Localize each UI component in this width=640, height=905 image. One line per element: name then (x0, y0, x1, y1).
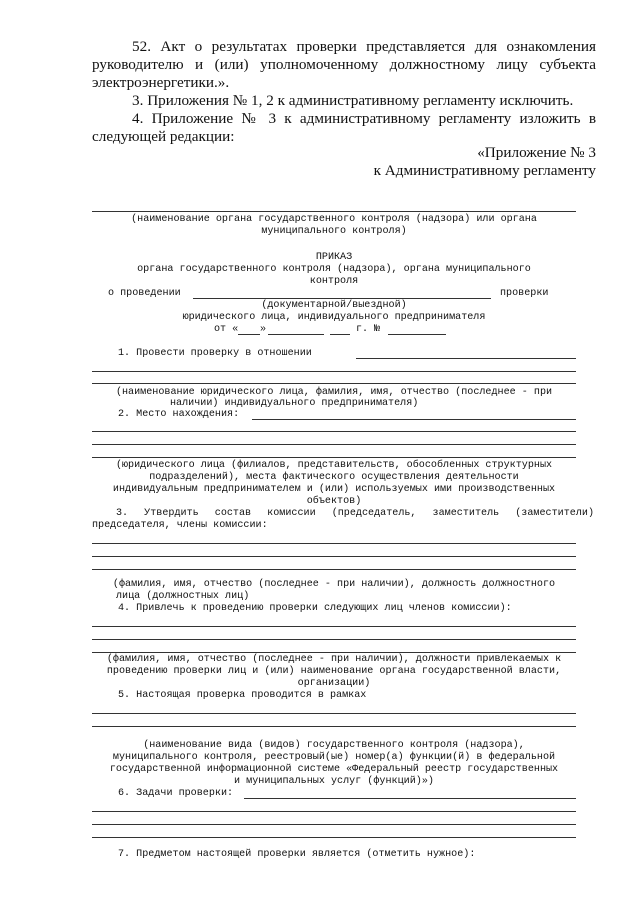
item2-caption-line3: индивидуальным предпринимателем и (или) используемых ими производственных (112, 484, 556, 495)
item1-line2[interactable] (92, 371, 576, 372)
item5-caption-line2: муниципального контроля, реестровый(ые) номер(а) функции(й) в федеральной (112, 752, 556, 763)
item5-caption-line3: государственной информационной системе «Федеральный реестр государственных (109, 764, 559, 775)
item2-field[interactable] (252, 419, 576, 420)
item1-field[interactable] (356, 358, 576, 359)
item5-field-2[interactable] (92, 726, 576, 727)
item1-caption-line2: наличии) индивидуального предпринимателя) (170, 398, 419, 409)
item6-line2[interactable] (92, 811, 576, 812)
item6-line3[interactable] (92, 824, 576, 825)
item5-label: 5. Настоящая проверка проводится в рамках (118, 690, 367, 701)
item4-caption-line1: (фамилия, имя, отчество (последнее - при наличии), должности привлекаемых к (106, 654, 562, 665)
annex-subtitle: к Административному регламенту (373, 162, 596, 179)
item2-caption-line4: объектов) (306, 496, 362, 507)
date-month-field[interactable] (268, 334, 324, 335)
item4-caption-line2: проведению проверки лиц и (или) наименование органа государственной власти, (106, 666, 562, 677)
item4-field-3[interactable] (92, 652, 576, 653)
check-type-caption: (документарной/выездной) (261, 300, 407, 311)
date-from-label: от « (214, 324, 239, 335)
entity-line: юридического лица, индивидуального предпринимателя (182, 312, 486, 323)
item2-line3[interactable] (92, 444, 576, 445)
item3-caption-line2: лица (должностных лиц) (116, 591, 250, 602)
item3-field-2[interactable] (92, 556, 576, 557)
org-caption-line1: (наименование органа государственного контроля (надзора) или органа (131, 214, 537, 225)
order-subtitle-line1: органа государственного контроля (надзора), органа муниципального (137, 264, 531, 275)
item2-label: 2. Место нахождения: (118, 409, 240, 420)
item3-line1: 3. Утвердить состав комиссии (председатель, заместитель (заместители) (116, 508, 594, 519)
date-year-field[interactable] (330, 334, 350, 335)
item6-field[interactable] (244, 798, 576, 799)
item4-field-1[interactable] (92, 626, 576, 627)
item3-caption-line1: (фамилия, имя, отчество (последнее - при наличии), должность должностного (112, 579, 556, 590)
org-caption-line2: муниципального контроля) (261, 226, 407, 237)
item2-caption-line1: (юридического лица (филиалов, представительств, обособленных структурных (115, 460, 553, 471)
item3-field-1[interactable] (92, 543, 576, 544)
item6-label: 6. Задачи проверки: (118, 788, 234, 799)
order-title: ПРИКАЗ (315, 252, 353, 263)
item4-caption-line3: организации) (297, 678, 371, 689)
order-number-field[interactable] (388, 334, 446, 335)
item1-line3[interactable] (92, 383, 576, 384)
date-day-field[interactable] (238, 334, 260, 335)
item6-line4[interactable] (92, 837, 576, 838)
check-type-field[interactable] (193, 298, 491, 299)
item2-caption-line2: подразделений), места фактического осуществления деятельности (149, 472, 519, 483)
about-label: о проведении (108, 288, 181, 299)
date-year-label: г. (356, 324, 369, 335)
item2-line4[interactable] (92, 457, 576, 458)
annex-title: «Приложение № 3 (477, 144, 596, 161)
item4-label: 4. Привлечь к проведению проверки следующих лиц членов комиссии): (118, 603, 512, 614)
item5-caption-line1: (наименование вида (видов) государственного контроля (надзора), (143, 740, 525, 751)
item4-field-2[interactable] (92, 639, 576, 640)
paragraph-4-line2: следующей редакции: (92, 128, 235, 145)
order-subtitle-line2: контроля (309, 276, 359, 287)
check-label: проверки (500, 288, 549, 299)
item3-line2: председателя, члены комиссии: (92, 520, 268, 531)
org-name-line (92, 211, 576, 212)
paragraph-4-line1: 4. Приложение № 3 к административному регламенту изложить в (132, 110, 596, 127)
date-quote-close: » (260, 324, 267, 335)
paragraph-3: 3. Приложения № 1, 2 к административному регламенту исключить. (132, 92, 574, 109)
item5-field-1[interactable] (92, 713, 576, 714)
item7-label: 7. Предметом настоящей проверки является (отметить нужное): (118, 849, 476, 860)
paragraph-52-line3: электроэнергетики.». (92, 74, 230, 91)
item2-line2[interactable] (92, 431, 576, 432)
item1-caption-line1: (наименование юридического лица, фамилия, имя, отчество (последнее - при (115, 387, 553, 398)
item3-field-3[interactable] (92, 569, 576, 570)
item1-label: 1. Провести проверку в отношении (118, 348, 312, 359)
date-number-label: № (374, 324, 381, 335)
item5-caption-line4: и муниципальных услуг (функций)») (234, 776, 434, 787)
paragraph-52-line2: руководителю и (или) уполномоченному должностному лицу субъекта (92, 56, 596, 73)
paragraph-52-line1: 52. Акт о результатах проверки представляется для ознакомления (132, 38, 596, 55)
